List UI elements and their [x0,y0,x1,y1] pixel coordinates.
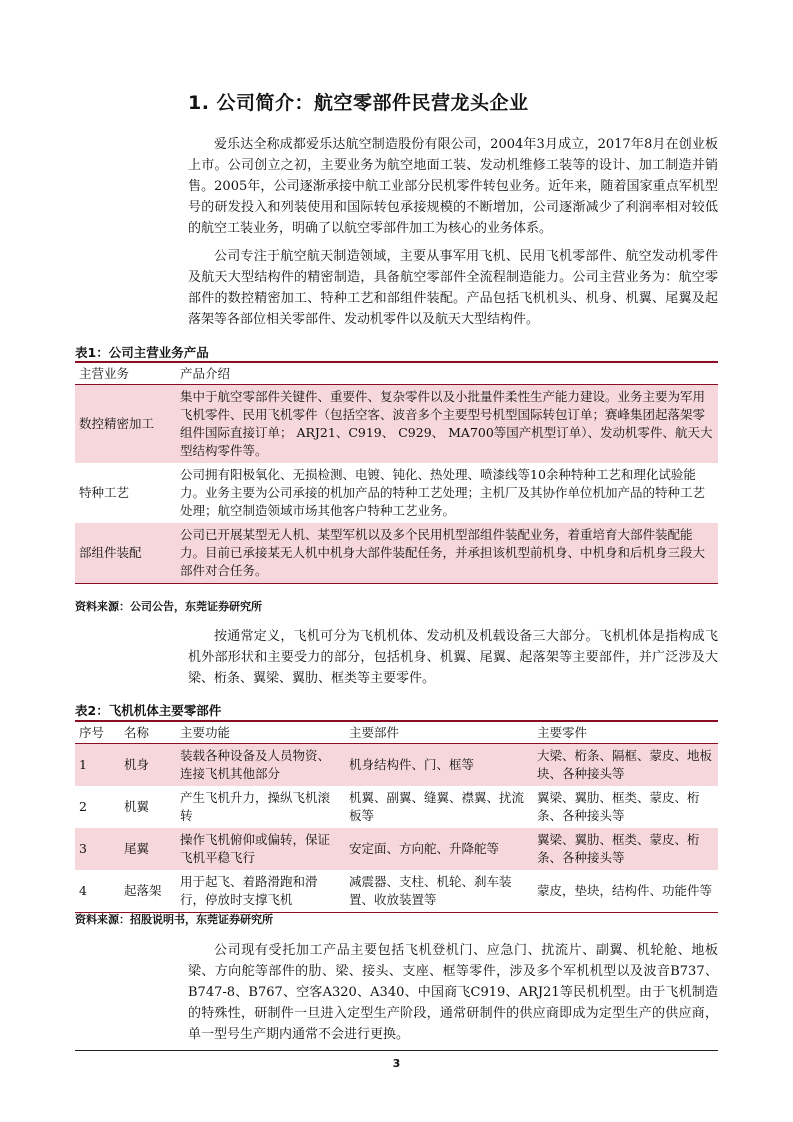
table-row [75,463,718,523]
business-intro: 公司拥有阳极氧化、无损检测、电镀、钝化、热处理、喷漆线等10余种特种工艺和理化试验能力。业务主要为公司承接的机加产品的特种工艺处理；主机厂及其协作单位机加产品的特种工艺处理；航空制造领域市场其他客户特种工艺业务。 [180,467,706,518]
main-components: 蒙皮，垫块，结构件、功能件等 [533,870,718,913]
paragraph-airframe-definition: 按通常定义，飞机可分为飞机机体、发动机及机载设备三大部分。飞机机体是指构成飞机外部形状和主要受力的部分，包括机身、机翼、尾翼、起落架等主要部件，并广泛涉及大梁、桁条、翼梁、翼肋、框类等主要零件。 [188,629,718,686]
table-row [75,744,718,787]
table-row [75,523,718,584]
part-function: 产生飞机升力，操纵飞机滚转 [180,790,331,823]
part-function: 装载各种设备及人员物资、连接飞机其他部分 [176,744,345,787]
table-header-cell: 名称 [120,721,176,744]
paragraph-company-history: 爱乐达全称成都爱乐达航空制造股份有限公司，2004年3月成立，2017年8月在创业板上市。公司创立之初，主要业务为航空地面工装、发动机维修工装等的设计、加工制造并销售。2005年，公司逐渐承接中航工业部分民机零件转包业务。近年来，随着国家重点军机型号的研发投入和列装使用和国际转包承接规模的不断增加，公司逐渐减少了利润率相对较低的航空工装业务，明确了以航空零部件加工为核心的业务体系。 [188,137,718,236]
table-row [75,870,718,913]
part-function: 用于起飞、着路滑跑和滑行，停放时支撑飞机 [176,870,345,913]
table-header-cell: 序号 [75,721,120,744]
main-components: 翼梁、翼肋、框类、蒙皮、桁条、各种接头等 [537,790,700,823]
main-parts: 减震器、支柱、机轮、刹车装置、收放装置等 [345,870,533,913]
table-header-row [75,721,718,744]
table2-source: 资料来源：招股说明书，东莞证券研究所 [75,913,273,926]
business-name: 部组件装配 [75,523,176,584]
business-name: 数控精密加工 [75,385,176,464]
row-number: 1 [75,744,120,787]
part-name: 机身 [120,744,176,787]
part-name: 机翼 [124,799,150,814]
main-components: 翼梁、翼肋、框类、蒙皮、桁条、各种接头等 [533,828,718,870]
main-parts: 机翼、副翼、缝翼、襟翼、扰流板等 [349,790,525,823]
table-row [75,786,718,828]
part-name: 起落架 [120,870,176,913]
part-function: 操作飞机俯仰或偏转，保证飞机平稳飞行 [176,828,345,870]
table-row [75,828,718,870]
table2-caption: 表2：飞机机体主要零部件 [75,703,222,718]
business-name: 特种工艺 [79,485,130,500]
table-header-cell: 主要零件 [533,721,718,744]
main-business-table [75,361,718,584]
table1-source: 资料来源：公司公告，东莞证券研究所 [75,600,262,613]
business-intro: 集中于航空零部件关键件、重要件、复杂零件以及小批量件柔性生产能力建设。业务主要为军用飞机零件、民用飞机零件（包括空客、波音多个主要型号机型国际转包订单；赛峰集团起落架零组件国际直接订单； ARJ21、C919、 C929、 MA700等国产机型订单）、发动机零件、航天大型结构零件等。 [176,385,718,464]
table1-caption: 表1：公司主营业务产品 [75,345,209,360]
table-header-cell: 主要功能 [176,721,345,744]
main-components: 大梁、桁条、隔框、蒙皮、地板块、各种接头等 [533,744,718,787]
page-number: 3 [392,1057,401,1070]
footer-divider [75,1050,718,1051]
table-header-row [75,362,718,385]
main-parts: 机身结构件、门、框等 [345,744,533,787]
table-header-cell: 主营业务 [75,362,176,385]
business-intro: 公司已开展某型无人机、某型军机以及多个民用机型部组件装配业务，着重培育大部件装配能力。目前已承接某无人机中机身大部件装配任务，并承担该机型前机身、中机身和后机身三段大部件对合任务。 [176,523,718,584]
paragraph-business-scope: 公司专注于航空航天制造领域，主要从事军用飞机、民用飞机零部件、航空发动机零件及航天大型结构件的精密制造，具备航空零部件全流程制造能力。公司主营业务为：航空零部件的数控精密加工、特种工艺和部组件装配。产品包括飞机机头、机身、机翼、尾翼及起落架等各部位相关零部件、发动机零件以及航天大型结构件。 [188,249,718,327]
part-name: 尾翼 [120,828,176,870]
table-header-cell: 产品介绍 [176,362,718,385]
page-title: 1. 公司简介：航空零部件民营龙头企业 [188,92,529,114]
airframe-parts-table [75,720,718,913]
row-number: 3 [75,828,120,870]
row-number: 4 [75,870,120,913]
main-parts: 安定面、方向舵、升降舵等 [345,828,533,870]
table-row [75,385,718,464]
row-number: 2 [79,799,87,814]
table-header-cell: 主要部件 [345,721,533,744]
paragraph-products-customers: 公司现有受托加工产品主要包括飞机登机门、应急门、扰流片、副翼、机轮舱、地板梁、方向舵等部件的肋、梁、接头、支座、框等零件，涉及多个军机机型以及波音B737、B747-8、B767、空客A320、A340、中国商飞C919、ARJ21等民机机型。由于飞机制造的特殊性，研制件一旦进入定型生产阶段，通常研制件的供应商即成为定型生产的供应商，单一型号生产期内通常不会进行更换。 [188,943,718,1042]
